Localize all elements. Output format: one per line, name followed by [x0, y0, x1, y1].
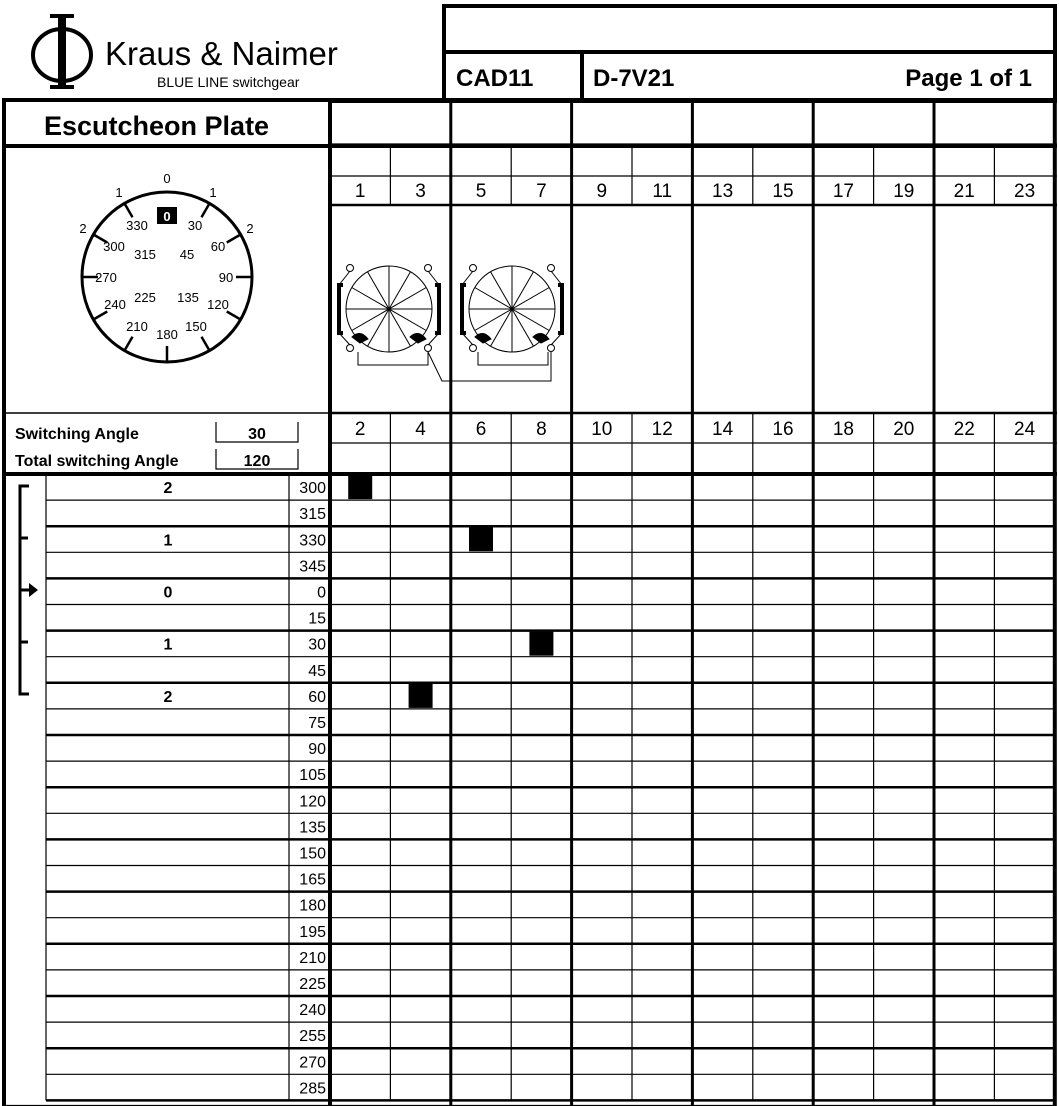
dial-angle-label: 315: [134, 247, 156, 262]
row-angle: 240: [299, 1002, 326, 1020]
row-angle: 210: [299, 949, 326, 967]
cam-wheel: [462, 265, 562, 353]
contact-number-bottom: 2: [354, 419, 366, 440]
row-angle: 120: [299, 793, 326, 811]
dial-angle-label: 120: [207, 297, 229, 312]
row-angle: 180: [299, 897, 326, 915]
dial-angle-label: 330: [126, 218, 148, 233]
contact-number-top: 11: [652, 181, 673, 202]
table-row: [164, 632, 554, 656]
contact-number-top: 1: [354, 181, 366, 202]
row-angle: 135: [299, 819, 326, 837]
row-angle: 150: [299, 845, 326, 863]
dial-angle-label: 90: [218, 270, 234, 285]
table-row: [308, 663, 326, 680]
table-row: [299, 1054, 326, 1071]
row-angle: 225: [299, 975, 326, 993]
table-row: [299, 950, 326, 967]
contact-closed-mark: [409, 684, 433, 708]
table-row: [299, 819, 326, 836]
switching-angle-label: Switching Angle: [15, 426, 139, 443]
row-angle: 105: [299, 767, 326, 785]
row-angle: 165: [299, 871, 326, 889]
home-position-arrow-icon: [20, 583, 38, 597]
row-angle: 15: [308, 610, 326, 628]
contact-number-bottom: 18: [832, 419, 854, 440]
contact-closed-mark: [469, 527, 493, 551]
table-row: [164, 475, 373, 499]
dial-angle-label: 150: [185, 319, 207, 334]
dial-tick: [202, 337, 210, 351]
row-angle: 195: [299, 923, 326, 941]
contact-number-bottom: 4: [415, 419, 426, 440]
contact-number-top: 5: [475, 181, 487, 202]
dial-angle-label: 180: [156, 327, 178, 342]
contact-number-top: 23: [1014, 181, 1036, 202]
section-title: Escutcheon Plate: [44, 111, 270, 141]
contact-number-top: 19: [893, 181, 915, 202]
table-row: [299, 767, 326, 784]
dial-angle-label: 30: [187, 218, 203, 233]
row-angle: 255: [299, 1028, 326, 1046]
table-row: [308, 715, 326, 732]
dial-outer-label: 2: [246, 221, 254, 236]
table-row: [164, 684, 433, 708]
table-row: [299, 793, 326, 810]
table-row: [299, 1028, 326, 1045]
dial-angle-label: 210: [126, 319, 148, 334]
contact-number-top: 17: [832, 181, 854, 202]
row-angle: 90: [308, 741, 326, 759]
dial-tick: [93, 312, 107, 320]
dial-outer-label: 1: [115, 185, 123, 200]
row-position: 2: [163, 688, 173, 706]
row-angle: 345: [299, 558, 326, 576]
dial-outer-label: 1: [209, 185, 217, 200]
contact-closed-mark: [529, 632, 553, 656]
dial-angle-label: 135: [177, 290, 199, 305]
row-position: 1: [163, 532, 173, 550]
dial-outer-label: 0: [163, 171, 171, 186]
series-code: CAD11: [456, 65, 534, 92]
row-angle: 300: [299, 480, 326, 498]
brand-logo: [33, 14, 338, 90]
row-angle: 0: [317, 584, 326, 602]
contact-number-bottom: 16: [772, 419, 794, 440]
dial-angle-label: 60: [210, 239, 226, 254]
dial-tick: [125, 337, 133, 351]
contact-number-top: 21: [953, 181, 975, 202]
table-row: [299, 845, 326, 862]
contact-number-top: 9: [596, 181, 608, 202]
table-row: [308, 611, 326, 628]
table-row: [299, 1002, 326, 1019]
table-row: [299, 898, 326, 915]
contact-number-top: 7: [536, 181, 547, 202]
brand-name: Kraus & Naimer: [105, 35, 338, 72]
table-row: [299, 976, 326, 993]
dial-angle-label: 240: [104, 297, 126, 312]
dial-outer-label: 2: [79, 221, 87, 236]
contact-number-top: 15: [772, 181, 794, 202]
contact-number-bottom: 14: [712, 419, 734, 440]
contact-number-bottom: 8: [536, 419, 547, 440]
contact-number-bottom: 22: [953, 419, 975, 440]
dial-tick: [227, 312, 241, 320]
table-row: [308, 741, 326, 758]
row-angle: 30: [308, 636, 326, 654]
total-angle-label: Total switching Angle: [15, 453, 179, 470]
contact-number-top: 3: [415, 181, 426, 202]
diagram-code: D-7V21: [593, 65, 675, 92]
switching-angle-value: 30: [248, 426, 266, 443]
cam-wheel: [339, 265, 439, 353]
table-row: [299, 506, 326, 523]
dial-angle-label: 45: [179, 247, 195, 262]
contact-number-bottom: 20: [893, 419, 915, 440]
switching-angle-block: [15, 422, 298, 470]
table-row: [299, 1080, 326, 1097]
position-marker-label: 0: [163, 209, 171, 224]
row-position: 0: [163, 584, 173, 602]
contact-number-bottom: 6: [475, 419, 487, 440]
row-position: 2: [163, 480, 173, 498]
dial-angle-label: 225: [134, 290, 156, 305]
row-angle: 330: [299, 532, 326, 550]
contact-number-top: 13: [712, 181, 734, 202]
page-number: Page 1 of 1: [905, 65, 1032, 92]
dial-angle-label: 270: [95, 270, 117, 285]
dial-tick: [202, 203, 210, 217]
escutcheon-dial: [79, 171, 253, 362]
cam-wiring: [358, 352, 551, 381]
row-angle: 45: [308, 662, 326, 680]
brand-tagline: BLUE LINE switchgear: [157, 74, 300, 90]
table-row: [299, 924, 326, 941]
table-row: [299, 872, 326, 889]
dial-tick: [125, 203, 133, 217]
row-angle: 270: [299, 1054, 326, 1072]
dial-tick: [227, 235, 241, 243]
row-angle: 285: [299, 1080, 326, 1098]
dial-angle-label: 300: [103, 239, 125, 254]
contact-number-bottom: 10: [591, 419, 613, 440]
table-row: [299, 558, 326, 575]
row-position: 1: [163, 636, 173, 654]
left-panel-frame: [4, 100, 1057, 1106]
row-angle: 315: [299, 506, 326, 524]
row-angle: 60: [308, 688, 326, 706]
row-angle: 75: [308, 714, 326, 732]
contact-number-bottom: 12: [651, 419, 673, 440]
contact-number-bottom: 24: [1014, 419, 1036, 440]
contact-closed-mark: [348, 475, 372, 499]
total-angle-value: 120: [243, 453, 271, 470]
table-row: [164, 584, 327, 601]
contact-grid: [4, 100, 1057, 1106]
